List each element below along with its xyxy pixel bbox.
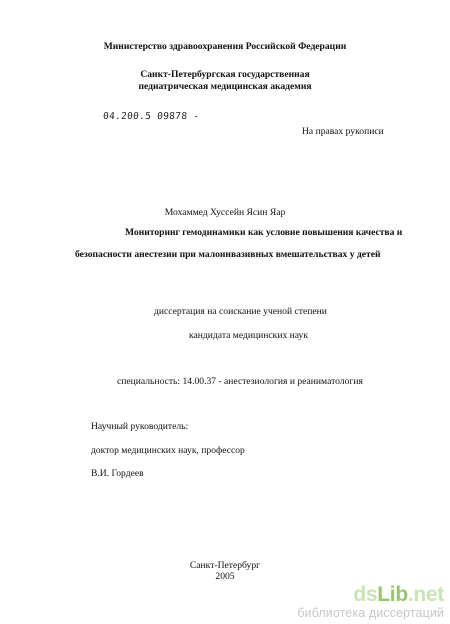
manuscript-rights-note: На правах рукописи — [302, 126, 384, 137]
logo-part-ds: ds — [353, 583, 378, 606]
supervisor-label: Научный руководитель: — [91, 421, 189, 432]
registration-stamp: 04.200.5 09878 - — [102, 111, 200, 122]
ministry-heading: Министерство здравоохранения Российской Федерации — [103, 41, 347, 52]
institution-line-1: Санкт-Петербургская государственная — [140, 69, 310, 80]
institution-line-2: педиатрическая медицинская академия — [138, 81, 312, 92]
city: Санкт-Петербург — [189, 560, 261, 571]
watermark-tagline: библиотека диссертаций — [297, 606, 444, 620]
dissertation-line-2: кандидата медицинских наук — [189, 330, 309, 341]
year: 2005 — [215, 571, 235, 582]
supervisor-name: В.И. Гордеев — [91, 468, 144, 479]
logo-part-net: .net — [407, 583, 444, 606]
dslib-watermark — [297, 584, 444, 620]
title-line-2: безопасности анестезии при малоинвазивных вмешательствах у детей — [75, 249, 381, 260]
dslib-logo — [297, 584, 444, 606]
dissertation-line-1: диссертация на соискание ученой степени — [154, 306, 327, 317]
title-line-1: Мониторинг гемодинамики как условие повышения качества и — [125, 227, 403, 238]
supervisor-degree: доктор медицинских наук, профессор — [91, 445, 245, 456]
specialty-line: специальность: 14.00.37 - анестезиология и реаниматология — [117, 376, 363, 387]
author-name: Мохаммед Хуссейн Ясин Яар — [164, 207, 286, 218]
logo-part-lib: Lib — [377, 583, 408, 606]
